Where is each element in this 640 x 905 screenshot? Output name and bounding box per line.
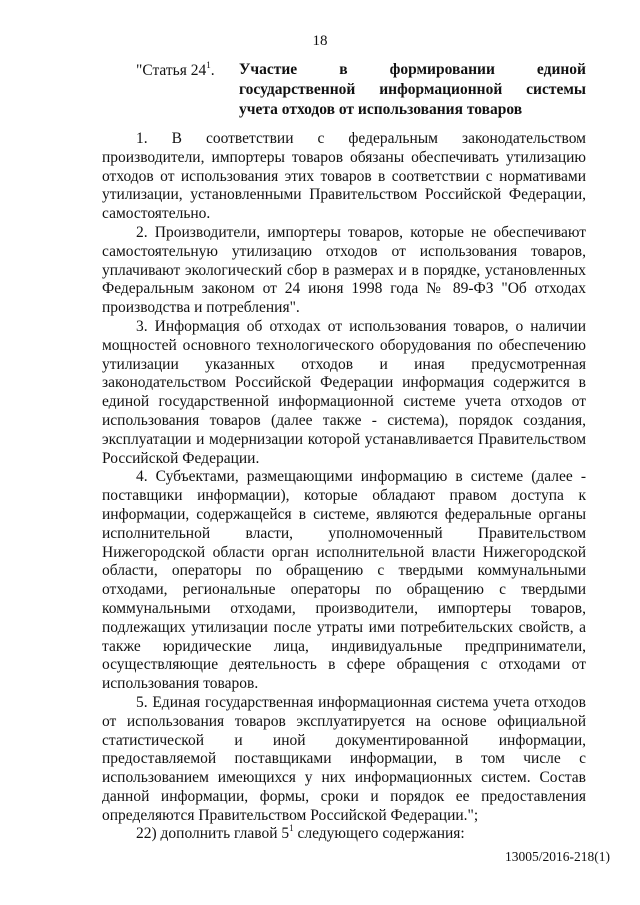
article-label-superscript: 1 xyxy=(206,60,211,70)
article-label xyxy=(136,60,215,80)
paragraph-5: 5. Единая государственная информационная система учета отходов от использования товаров эксплуатируется на основе официальной статистической и иной документированной информации, предоставляемой поставщиками информации, в том числе с использованием имеющихся у них информационных систем. Состав данной информации, формы, сроки и порядок ее предоставления определяются Правительством Российской Федерации."; xyxy=(102,693,586,824)
footer-document-code: 13005/2016-218(1) xyxy=(505,849,610,864)
closing-line-tail: следующего содержания: xyxy=(293,825,465,843)
paragraph-1: 1. В соответствии с федеральным законодательством производители, импортеры товаров обязаны обеспечивать утилизацию отходов от использования этих товаров в соответствии с нормативами утилизации, установленными Правительством Российской Федерации, самостоятельно. xyxy=(102,130,586,223)
paragraph-3: 3. Информация об отходах от использования товаров, о наличии мощностей основного технологического оборудования по обеспечению утилизации указанных отходов и иная предусмотренная законодательством Российской Федерации информация содержится в единой государственной информационной системе учета отходов от использования товаров (далее также - система), порядок создания, эксплуатации и модернизации которой устанавливается Правительством Российской Федерации. xyxy=(102,317,586,467)
paragraph-4: 4. Субъектами, размещающими информацию в системе (далее - поставщики информации), которые обладают правом доступа к информации, содержащейся в системе, являются федеральные органы исполнительной власти, уполномоченный Правительством Нижегородской области орган исполнительной власти Нижегородской области, операторы по обращению с твердыми коммунальными отходами, региональные операторы по обращению с твердыми коммунальными отходами, производители, импортеры товаров, подлежащих утилизации после утраты ими потребительских свойств, а также юридические лица, индивидуальные предприниматели, осуществляющие деятельность в сфере обращения с отходами от использования товаров. xyxy=(102,468,586,693)
article-title: Участие в формировании единой государственной информационной системы учета отходов от использования товаров xyxy=(239,61,586,118)
page-number: 18 xyxy=(312,33,328,49)
article-label-text: "Статья 24 xyxy=(136,62,207,79)
article-label-end: . xyxy=(210,62,215,79)
closing-line xyxy=(102,825,586,844)
document-body xyxy=(102,130,586,844)
closing-line-superscript: 1 xyxy=(289,823,294,834)
closing-line-text: 22) дополнить главой 5 xyxy=(136,825,290,843)
paragraph-2: 2. Производители, импортеры товаров, которые не обеспечивают самостоятельную утилизацию отходов от использования товаров, уплачивают экологический сбор в размерах и в порядке, установленных Федеральным законом от 24 июня 1998 года № 89-ФЗ "Об отходах производства и потребления". xyxy=(102,223,586,317)
